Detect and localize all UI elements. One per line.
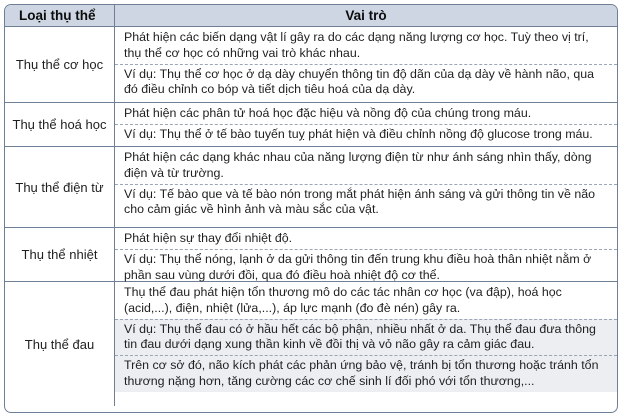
row-example: Ví dụ: Thụ thể đau có ở hầu hết các bộ phận, nhiều nhất ở da. Thụ thể đau đưa thông tin đau dưới dạng xung thần kinh về đồi thị và vỏ não gây ra cảm giác đau. [115,319,617,356]
row-description: Phát hiện các phân tử hoá học đặc hiệu và nồng độ của chúng trong máu. [124,106,532,120]
header-receptor-type: Loại thụ thể [5,5,115,27]
row-example: Ví dụ: Thụ thể nóng, lạnh ở da gửi thông tin đến trung khu điều hoà thân nhiệt nằm ở phần sau vùng dưới đồi, qua đó điều hoà nhiệt độ cơ thể. [115,249,617,286]
row-role-electromagnetic [115,147,617,228]
row-name-chemical: Thụ thể hoá học [5,103,115,147]
row-role-mechanical [115,27,617,103]
row-role-thermal [115,228,617,282]
row-description: Thụ thể đau phát hiện tổn thương mô do các tác nhân cơ học (va đập), hoá học (acid,...), điện, nhiệt (lửa,...), áp lực mạnh (đo đè nén) gây ra. [124,285,562,315]
row-description: Phát hiện các dạng khác nhau của năng lượng điện từ như ánh sáng nhìn thấy, dòng điện và từ trường. [124,150,592,180]
row-name-thermal: Thụ thể nhiệt [5,228,115,282]
row-description: Phát hiện sự thay đổi nhiệt độ. [124,231,293,245]
row-example: Ví dụ: Thụ thể ở tế bào tuyến tuỵ phát hiện và điều chỉnh nồng độ glucose trong máu. [115,124,617,145]
row-name-pain: Thụ thể đau [5,282,115,406]
row-name-electromagnetic: Thụ thể điện từ [5,147,115,228]
row-example: Ví dụ: Thụ thể cơ học ở dạ dày chuyển thông tin độ dãn của dạ dày về hành não, qua đó điều chỉnh co bóp và tiết dịch tiêu hoá của dạ dày. [115,64,617,101]
row-example: Ví dụ: Tế bào que và tế bào nón trong mắt phát hiện ánh sáng và gửi thông tin về não cho cảm giác về hình ảnh và màu sắc của vật. [115,184,617,221]
row-extra: Trên cơ sở đó, não kích phát các phản ứng bảo vệ, tránh bị tổn thương hoặc tránh tổn thương nặng hơn, tăng cường các cơ chế sinh lí đối phó với tổn thương,... [115,355,617,392]
row-role-chemical [115,103,617,147]
header-role: Vai trò [115,5,617,27]
receptor-table [4,4,618,413]
row-role-pain [115,282,617,406]
row-description: Phát hiện các biến dạng vật lí gây ra do các dạng năng lượng cơ học. Tuỳ theo vị trí, thụ thể cơ học có những vai trò khác nhau. [124,30,589,60]
row-name-mechanical: Thụ thể cơ học [5,27,115,103]
